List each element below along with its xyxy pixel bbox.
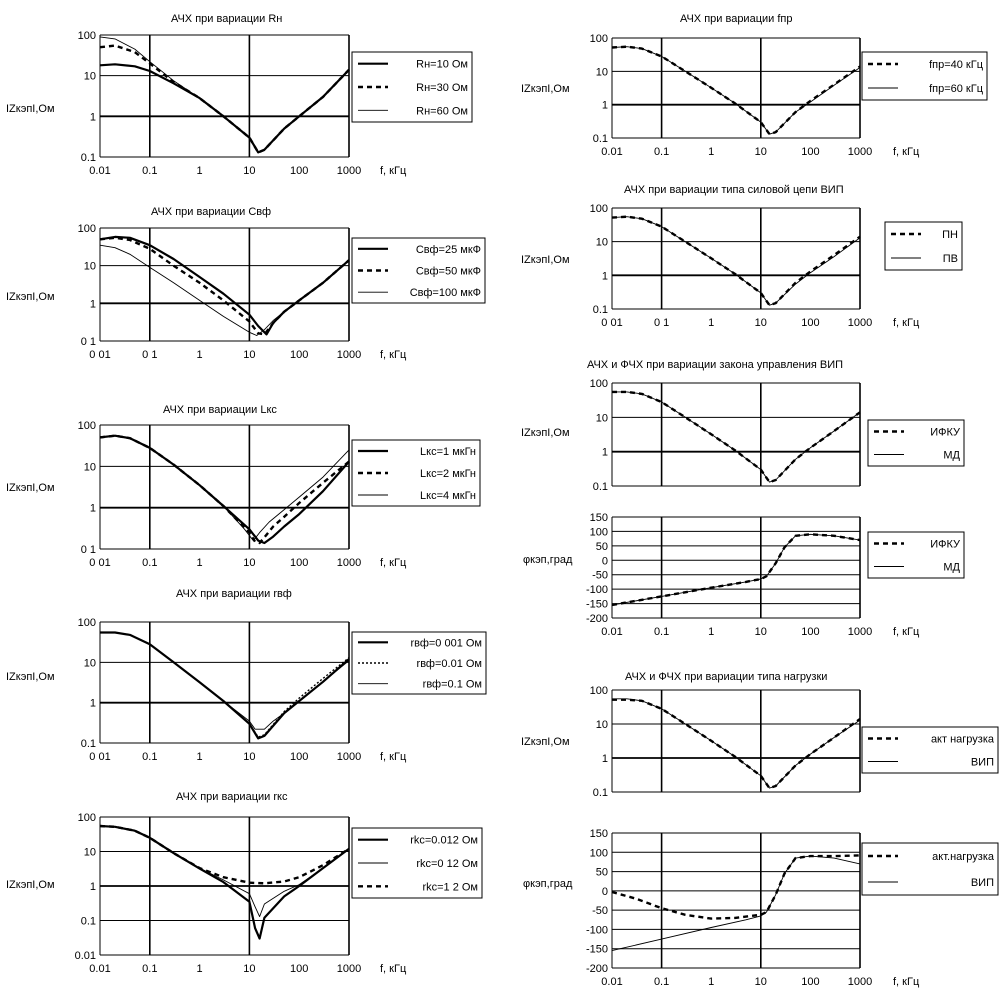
legend-label: Cвф=25 мкФ (415, 243, 481, 256)
series-line-1 (612, 855, 860, 918)
y-tick-label: -100 (585, 924, 608, 937)
y-tick-label: 0.1 (592, 304, 608, 316)
x-tick-label: 100 (290, 557, 309, 569)
x-tick-label: 0.01 (89, 963, 111, 975)
x-axis-label: f, кГц (893, 317, 920, 329)
chart-lks (6, 404, 480, 569)
chart-load_phase (523, 828, 998, 988)
x-tick-label: 100 (290, 349, 309, 361)
legend-label: Rн=30 Ом (416, 82, 468, 94)
y-tick-label: 1 (601, 446, 608, 459)
chart-cvf (6, 206, 485, 361)
legend-label: МД (943, 449, 960, 462)
x-axis-label: f, кГц (893, 976, 920, 988)
chart-title: АЧХ при вариации rвф (176, 588, 292, 600)
y-tick-label: 150 (589, 512, 608, 524)
y-tick-label: 1 (601, 99, 608, 112)
y-tick-label: 0 1 (80, 336, 96, 348)
x-tick-label: 100 (290, 963, 309, 975)
x-axis-label: f, кГц (380, 751, 407, 763)
y-tick-label: 1 (601, 753, 608, 765)
x-tick-label: 1000 (336, 963, 362, 975)
x-tick-label: 10 (754, 626, 767, 638)
y-tick-label: -150 (585, 943, 608, 956)
chart-rn (6, 13, 472, 177)
x-tick-label: 1000 (847, 317, 873, 329)
x-axis-label: f, кГц (380, 349, 407, 361)
x-tick-label: 0 1 (653, 317, 670, 329)
x-tick-label: 1 (708, 976, 715, 988)
chart-law_phase (523, 512, 964, 638)
y-tick-label: 100 (77, 812, 96, 824)
x-tick-label: 0.1 (653, 626, 670, 638)
legend-label: Rн=60 Ом (416, 105, 468, 118)
series-line-2 (612, 47, 860, 135)
y-tick-label: 10 (595, 412, 608, 425)
chart-title: АЧХ при вариации Lкс (163, 404, 277, 416)
chart-title: АЧХ при вариации типа силовой цепи ВИП (624, 184, 844, 196)
series-line-2 (100, 46, 349, 153)
y-axis-label: IZкэпI,Ом (6, 482, 55, 494)
x-tick-label: 1000 (847, 976, 873, 988)
y-tick-label: 10 (595, 719, 608, 731)
series-line-1 (612, 217, 860, 306)
series-line-2 (612, 392, 860, 482)
y-tick-label: 0.1 (80, 915, 96, 928)
x-tick-label: 1 (708, 146, 715, 158)
x-tick-label: 0 01 (89, 751, 111, 763)
y-tick-label: 100 (77, 617, 96, 629)
legend-label: Cвф=100 мкФ (409, 287, 481, 300)
y-tick-label: 50 (595, 540, 608, 553)
y-tick-label: 10 (83, 260, 96, 273)
legend-label: Cвф=50 мкФ (415, 265, 481, 278)
x-tick-label: 100 (290, 165, 309, 177)
y-tick-label: 100 (589, 378, 608, 390)
chart-fpr (521, 13, 987, 158)
x-axis-label: f, кГц (893, 146, 920, 158)
y-tick-label: 1 (89, 298, 96, 311)
series-line-3 (100, 633, 349, 730)
x-tick-label: 0.1 (142, 557, 158, 569)
series-line-1 (100, 826, 349, 939)
series-line-1 (100, 633, 349, 739)
chart-vip (521, 184, 962, 329)
x-tick-label: 10 (754, 317, 767, 329)
legend-label: Lкс=4 мкГн (420, 490, 476, 502)
y-tick-label: 0 (601, 885, 608, 898)
x-tick-label: 100 (801, 146, 820, 158)
y-tick-label: 150 (589, 828, 608, 840)
x-tick-label: 0.1 (142, 165, 158, 177)
legend-label: fпр=40 кГц (929, 59, 983, 71)
x-tick-label: 1 (196, 963, 203, 975)
y-tick-label: 10 (83, 461, 96, 474)
legend-label: ПВ (942, 253, 958, 265)
x-tick-label: 10 (243, 751, 256, 763)
y-tick-label: -200 (585, 613, 608, 625)
x-tick-label: 10 (243, 165, 256, 177)
chart-title: АЧХ при вариации fпр (680, 13, 793, 25)
x-tick-label: 0.1 (142, 963, 158, 975)
legend-label: ИФКУ (930, 426, 960, 439)
y-tick-label: 100 (77, 420, 96, 432)
legend-label: Lкс=1 мкГн (420, 446, 476, 458)
y-axis-label: φкэп,град (523, 878, 573, 890)
y-tick-label: -100 (585, 584, 608, 597)
y-tick-label: 0.1 (592, 133, 608, 145)
x-axis-label: f, кГц (380, 963, 407, 975)
x-tick-label: 0.01 (601, 976, 623, 988)
x-tick-label: 1 (708, 626, 715, 638)
y-tick-label: 1 (89, 697, 96, 710)
x-tick-label: 100 (801, 976, 820, 988)
y-tick-label: -150 (585, 598, 608, 611)
series-line-2 (612, 699, 860, 788)
y-tick-label: 0.1 (592, 787, 608, 799)
y-tick-label: -50 (592, 905, 608, 918)
x-tick-label: 10 (243, 557, 256, 569)
x-tick-label: 0.01 (601, 626, 623, 638)
y-tick-label: 100 (589, 685, 608, 697)
y-tick-label: 1 (89, 111, 96, 124)
y-tick-label: 0.1 (80, 738, 96, 750)
x-tick-label: 0 01 (89, 349, 111, 361)
series-line-2 (612, 217, 860, 306)
legend-label: акт нагрузка (930, 733, 994, 746)
x-tick-label: 0.1 (653, 146, 670, 158)
legend-label: ВИП (970, 877, 994, 889)
x-tick-label: 10 (243, 349, 256, 361)
x-tick-label: 1 (196, 751, 203, 763)
legend-label: fпр=60 кГц (929, 83, 983, 95)
x-tick-label: 10 (754, 976, 767, 988)
legend-label: rkc=1 2 Ом (422, 881, 478, 894)
x-tick-label: 0.01 (601, 146, 623, 158)
x-tick-label: 1000 (847, 146, 873, 158)
y-tick-label: 1 (601, 270, 608, 283)
series-line-2 (612, 534, 860, 605)
legend-label: Rн=10 Ом (416, 58, 468, 71)
x-tick-label: 0.1 (142, 751, 158, 763)
legend-label: rвф=0.01 Ом (416, 658, 482, 670)
y-tick-label: 1 (89, 502, 96, 515)
y-tick-label: 0 (601, 555, 608, 568)
chart-rvf (6, 588, 486, 763)
series-line-1 (100, 64, 349, 152)
series-line-1 (612, 47, 860, 135)
chart-title: АЧХ и ФЧХ при вариации закона управления ВИП (587, 359, 844, 371)
legend-label: акт.нагрузка (932, 851, 994, 863)
y-axis-label: IZкэпI,Ом (521, 83, 570, 95)
y-tick-label: 100 (589, 526, 608, 539)
x-tick-label: 0 1 (142, 349, 158, 361)
y-tick-label: 10 (595, 236, 608, 249)
y-tick-label: 0.01 (74, 950, 96, 962)
chart-law_amp (521, 359, 964, 493)
series-line-2 (100, 633, 349, 738)
y-tick-label: 1 (89, 881, 96, 893)
y-axis-label: IZкэпI,Ом (6, 103, 55, 115)
y-tick-label: 0.1 (80, 152, 96, 164)
x-tick-label: 1 (708, 317, 715, 329)
legend-label: ВИП (970, 756, 994, 769)
x-tick-label: 1 (196, 349, 203, 361)
legend-label: rkc=0.012 Ом (410, 834, 478, 847)
x-tick-label: 100 (290, 751, 309, 763)
legend-label: rвф=0.1 Ом (422, 678, 482, 691)
chart-load_amp (521, 671, 998, 799)
y-axis-label: IZкэпI,Ом (521, 736, 570, 748)
y-tick-label: 100 (589, 847, 608, 860)
y-tick-label: 10 (83, 70, 96, 83)
x-tick-label: 100 (801, 626, 820, 638)
x-tick-label: 1000 (336, 751, 362, 763)
chart-title: АЧХ при вариации Rн (171, 13, 283, 25)
y-tick-label: 100 (589, 33, 608, 45)
x-tick-label: 1000 (336, 557, 362, 569)
x-tick-label: 1000 (336, 165, 362, 177)
y-tick-label: 10 (595, 66, 608, 79)
y-tick-label: 100 (77, 223, 96, 235)
chart-title: АЧХ и ФЧХ при вариации типа нагрузки (625, 671, 828, 683)
x-tick-label: 10 (243, 963, 256, 975)
series-line-2 (100, 436, 349, 543)
x-tick-label: 1000 (847, 626, 873, 638)
y-tick-label: 100 (77, 30, 96, 42)
x-tick-label: 1 (196, 165, 203, 177)
x-tick-label: 0.01 (89, 165, 111, 177)
series-line-3 (100, 826, 349, 883)
x-axis-label: f, кГц (380, 557, 407, 569)
x-axis-label: f, кГц (893, 626, 920, 638)
legend-label: rвф=0 001 Ом (410, 637, 482, 650)
x-tick-label: 0 01 (89, 557, 111, 569)
series-line-1 (100, 436, 349, 543)
y-axis-label: φкэп,град (523, 554, 573, 566)
chart-title: АЧХ при вариации Cвф (151, 206, 272, 218)
y-tick-label: 50 (595, 866, 608, 879)
series-line-3 (100, 436, 349, 541)
chart-title: АЧХ при вариации rкс (176, 791, 288, 803)
x-tick-label: 1 (196, 557, 203, 569)
series-line-1 (612, 534, 860, 605)
x-tick-label: 0 01 (601, 317, 623, 329)
y-tick-label: 0.1 (592, 481, 608, 493)
x-tick-label: 10 (754, 146, 767, 158)
y-tick-label: 0 1 (80, 544, 96, 556)
legend-label: ИФКУ (930, 538, 960, 551)
y-axis-label: IZкэпI,Ом (521, 254, 570, 266)
legend-label: МД (943, 561, 960, 574)
x-tick-label: 0.1 (653, 976, 670, 988)
y-tick-label: -200 (585, 963, 608, 975)
y-tick-label: 10 (83, 657, 96, 670)
x-tick-label: 100 (801, 317, 820, 329)
legend-label: Lкс=2 мкГн (420, 468, 476, 480)
series-line-1 (100, 237, 349, 335)
legend-label: rkc=0 12 Ом (416, 858, 478, 870)
x-axis-label: f, кГц (380, 165, 407, 177)
y-axis-label: IZкэпI,Ом (6, 291, 55, 303)
legend-label: ПН (942, 229, 958, 241)
y-axis-label: IZкэпI,Ом (6, 671, 55, 683)
y-axis-label: IZкэпI,Ом (521, 427, 570, 439)
chart-rks (6, 791, 482, 975)
x-tick-label: 1000 (336, 349, 362, 361)
series-line-1 (612, 700, 860, 788)
y-axis-label: IZкэпI,Ом (6, 879, 55, 891)
y-tick-label: 100 (589, 203, 608, 215)
series-line-1 (612, 392, 860, 482)
series-line-2 (100, 238, 349, 335)
y-tick-label: 10 (83, 846, 96, 859)
y-tick-label: -50 (592, 569, 608, 582)
